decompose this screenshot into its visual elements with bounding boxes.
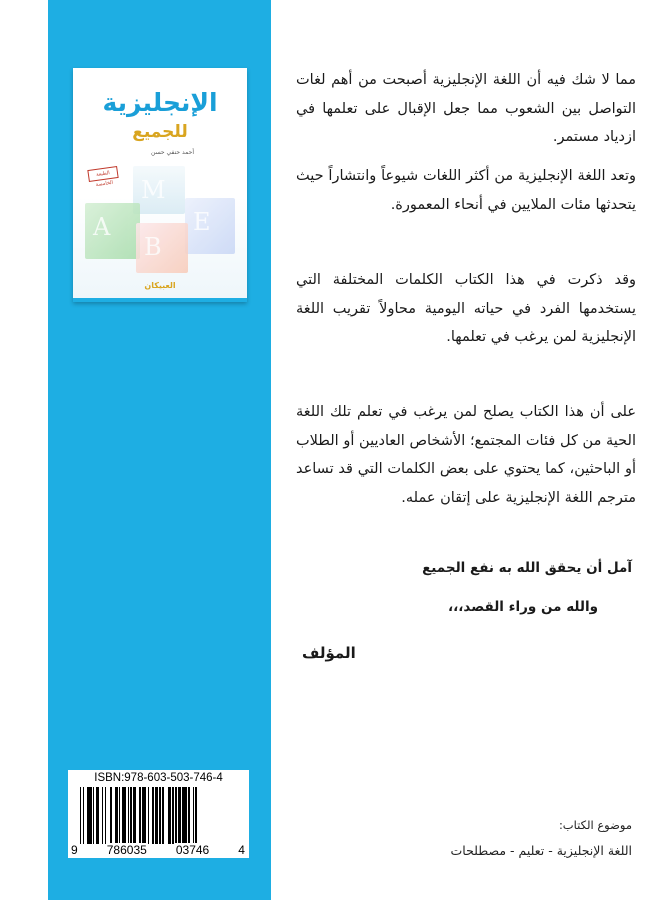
letter-cube-icon: M — [133, 166, 185, 214]
cover-subtitle: للجميع — [132, 122, 188, 142]
letter-cube-icon: A — [85, 203, 140, 259]
letter-cube-icon: B — [136, 223, 188, 273]
subject-label: موضوع الكتاب: — [558, 818, 632, 832]
cover-bottom-stripe — [73, 298, 247, 302]
paragraph-content: وقد ذكرت في هذا الكتاب الكلمات المختلفة التي يستخدمها الفرد في حياته اليومية محاولاً تقريب اللغة الإنجليزية لمن يرغب في تعلمها. — [296, 272, 636, 345]
letter-cube-icon: E — [185, 198, 235, 254]
paragraph-audience: على أن هذا الكتاب يصلح لمن يرغب في تعلم تلك اللغة الحية من كل فئات المجتمع؛ الأشخاص العاديين أو الطلاب أو الباحثين، كما يحتوي على بعض الكلمات التي قد تساعد مترجم اللغة الإنجليزية على إتقان عمله. — [296, 404, 636, 506]
publisher-logo-icon: العبيكان — [144, 281, 176, 290]
subject-value: اللغة الإنجليزية - تعليم - مصطلحات — [450, 843, 632, 858]
barcode-digits: 9 786035 03746 4 — [71, 843, 245, 857]
cover-author: أحمد حنفي حسن — [151, 149, 194, 156]
closing-wish: آمل أن يحقق الله به نفع الجميع — [422, 560, 632, 576]
cover-title: الإنجليزية — [102, 88, 218, 117]
edition-badge: الطبعة الخامسة — [87, 166, 118, 182]
front-cover-thumbnail — [73, 68, 247, 302]
closing-intent: والله من وراء القصد،،، — [448, 599, 598, 615]
isbn-label: ISBN:978-603-503-746-4 — [94, 772, 223, 784]
paragraph-intro: مما لا شك فيه أن اللغة الإنجليزية أصبحت من أهم لغات التواصل بين الشعوب مما جعل الإقبال على تعلمها في ازدياد مستمر. — [296, 72, 636, 145]
paragraph-popularity: وتعد اللغة الإنجليزية من أكثر اللغات شيوعاً وانتشاراً حيث يتحدثها مئات الملايين في أنحاء المعمورة. — [296, 168, 636, 213]
barcode-bars-icon — [80, 787, 242, 844]
isbn-barcode — [68, 770, 249, 858]
author-signature: المؤلف — [302, 644, 356, 662]
